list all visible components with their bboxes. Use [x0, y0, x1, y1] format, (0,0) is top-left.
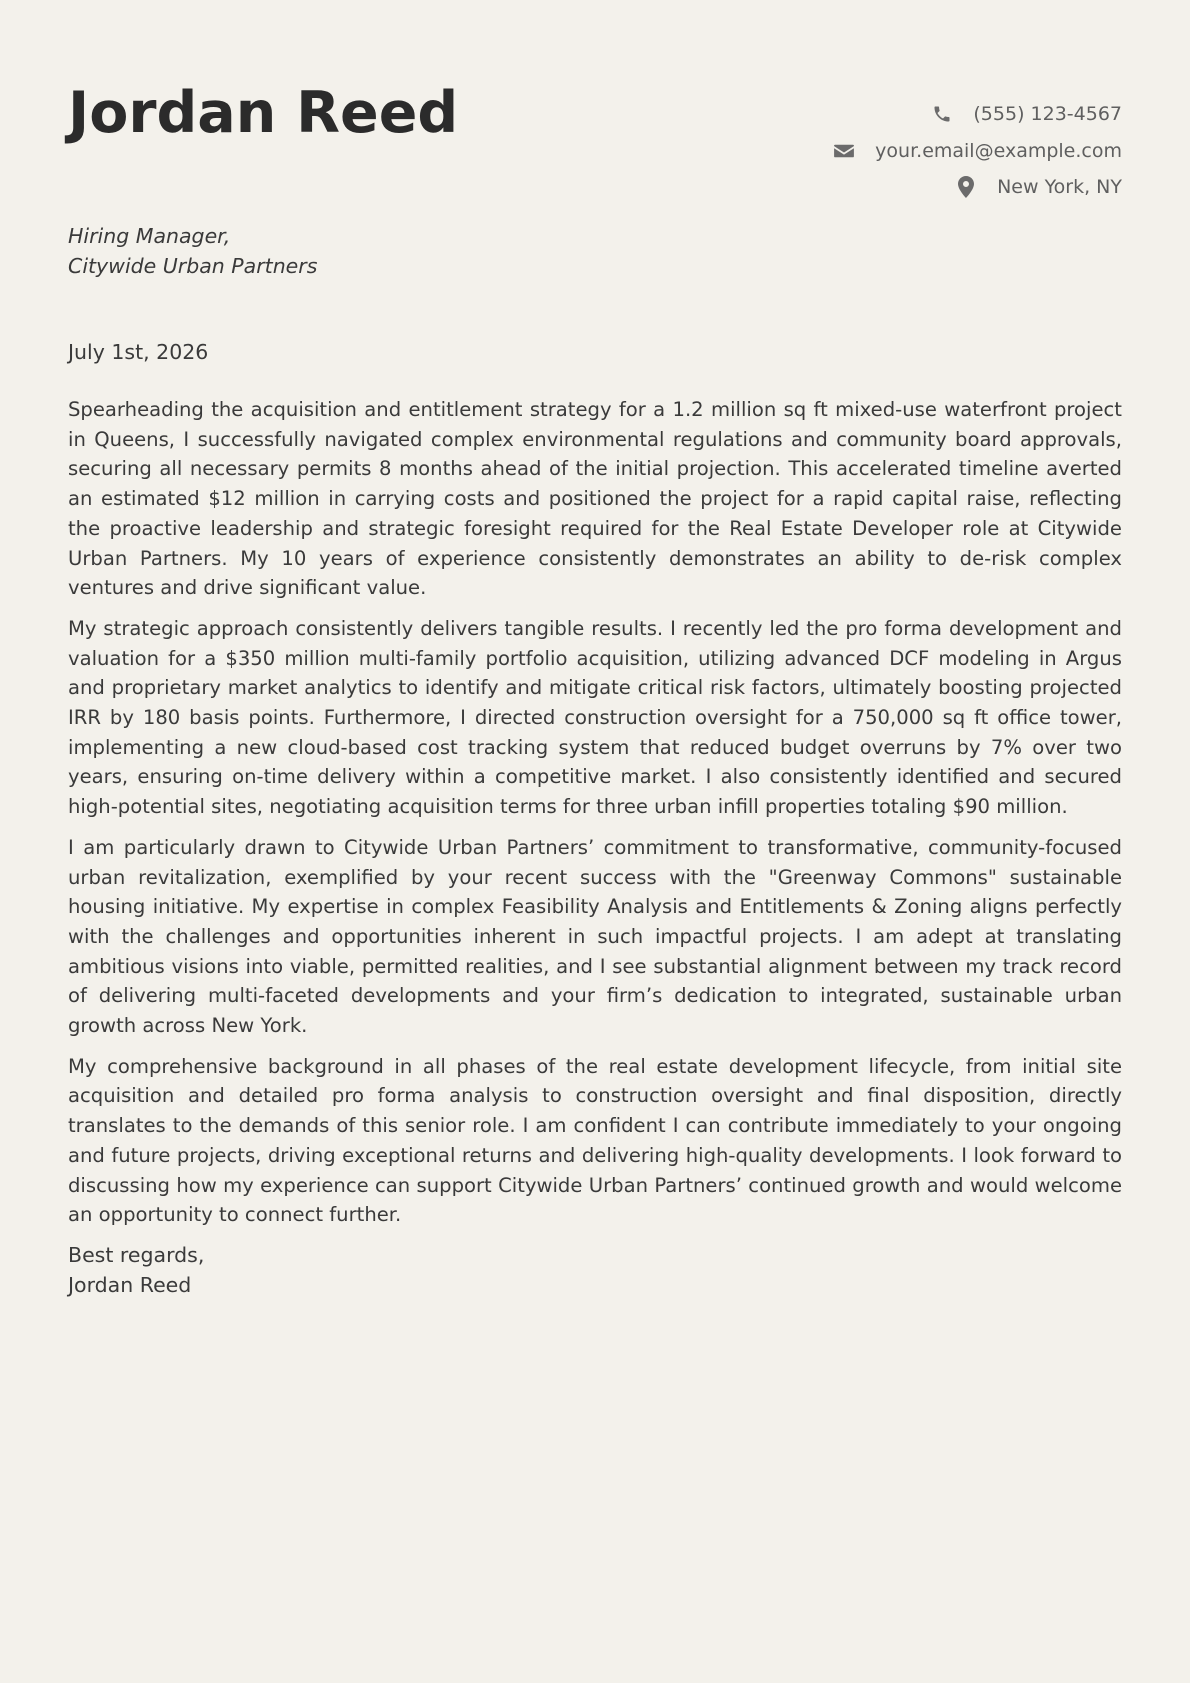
email-address: your.email@example.com [875, 139, 1122, 162]
body-paragraph: Spearheading the acquisition and entitlement strategy for a 1.2 million sq ft mixed-use waterfront project in Queens, I successfully navigated complex environmental regulations and community board approvals, securing all necessary permits 8 months ahead of the initial projection. This accelerated timeline averted an estimated $12 million in carrying costs and positioned the project for a rapid capital raise, reflecting the proactive leadership and strategic foresight required for the Real Estate Developer role at Citywide Urban Partners. My 10 years of experience consistently demonstrates an ability to de-risk complex ventures and drive significant value. [68, 398, 1122, 600]
applicant-name: Jordan Reed [68, 80, 459, 146]
letter-closing [68, 1241, 1122, 1300]
closing-salutation: Best regards, [68, 1242, 205, 1267]
body-paragraph: My comprehensive background in all phases of the real estate development lifecycle, from initial site acquisition and detailed pro forma analysis to construction oversight and final disposition, directly translates to the demands of this senior role. I am confident I can contribute immediately to your ongoing and future projects, driving exceptional returns and delivering high-quality developments. I look forward to discussing how my experience can support Citywide Urban Partners’ continued growth and would welcome an opportunity to connect further. [68, 1054, 1122, 1227]
recipient-company: Citywide Urban Partners [68, 254, 318, 278]
recipient-block [68, 221, 1122, 281]
body-paragraph: I am particularly drawn to Citywide Urban Partners’ commitment to transformative, community-focused urban revitalization, exemplified by your recent success with the "Greenway Commons" sustainable housing initiative. My expertise in complex Feasibility Analysis and Entitlements & Zoning aligns perfectly with the challenges and opportunities inherent in such impactful projects. I am adept at translating ambitious visions into viable, permitted realities, and I see substantial alignment between my track record of delivering multi-faceted developments and your firm’s dedication to integrated, sustainable urban growth across New York. [68, 835, 1122, 1038]
letter-body [68, 395, 1122, 1230]
map-pin-icon [955, 176, 977, 198]
closing-signature: Jordan Reed [68, 1272, 192, 1297]
letter-date: July 1st, 2026 [68, 340, 209, 364]
letter-header [68, 0, 1122, 205]
contact-location-row [833, 169, 1122, 206]
location-text: New York, NY [997, 176, 1122, 199]
contact-info [833, 96, 1122, 206]
phone-icon [931, 103, 953, 125]
body-paragraph: My strategic approach consistently delivers tangible results. I recently led the pro forma development and valuation for a $350 million multi-family portfolio acquisition, utilizing advanced DCF modeling in Argus and proprietary market analytics to identify and mitigate critical risk factors, ultimately boosting projected IRR by 180 basis points. Furthermore, I directed construction oversight for a 750,000 sq ft office tower, implementing a new cloud-based cost tracking system that reduced budget overruns by 7% over two years, ensuring on-time delivery within a competitive market. I also consistently identified and secured high-potential sites, negotiating acquisition terms for three urban infill properties totaling $90 million. [68, 616, 1122, 819]
envelope-icon [833, 140, 855, 162]
contact-email-row [833, 133, 1122, 170]
phone-number: (555) 123-4567 [973, 103, 1122, 126]
recipient-title: Hiring Manager, [68, 224, 231, 248]
contact-phone-row [833, 96, 1122, 133]
